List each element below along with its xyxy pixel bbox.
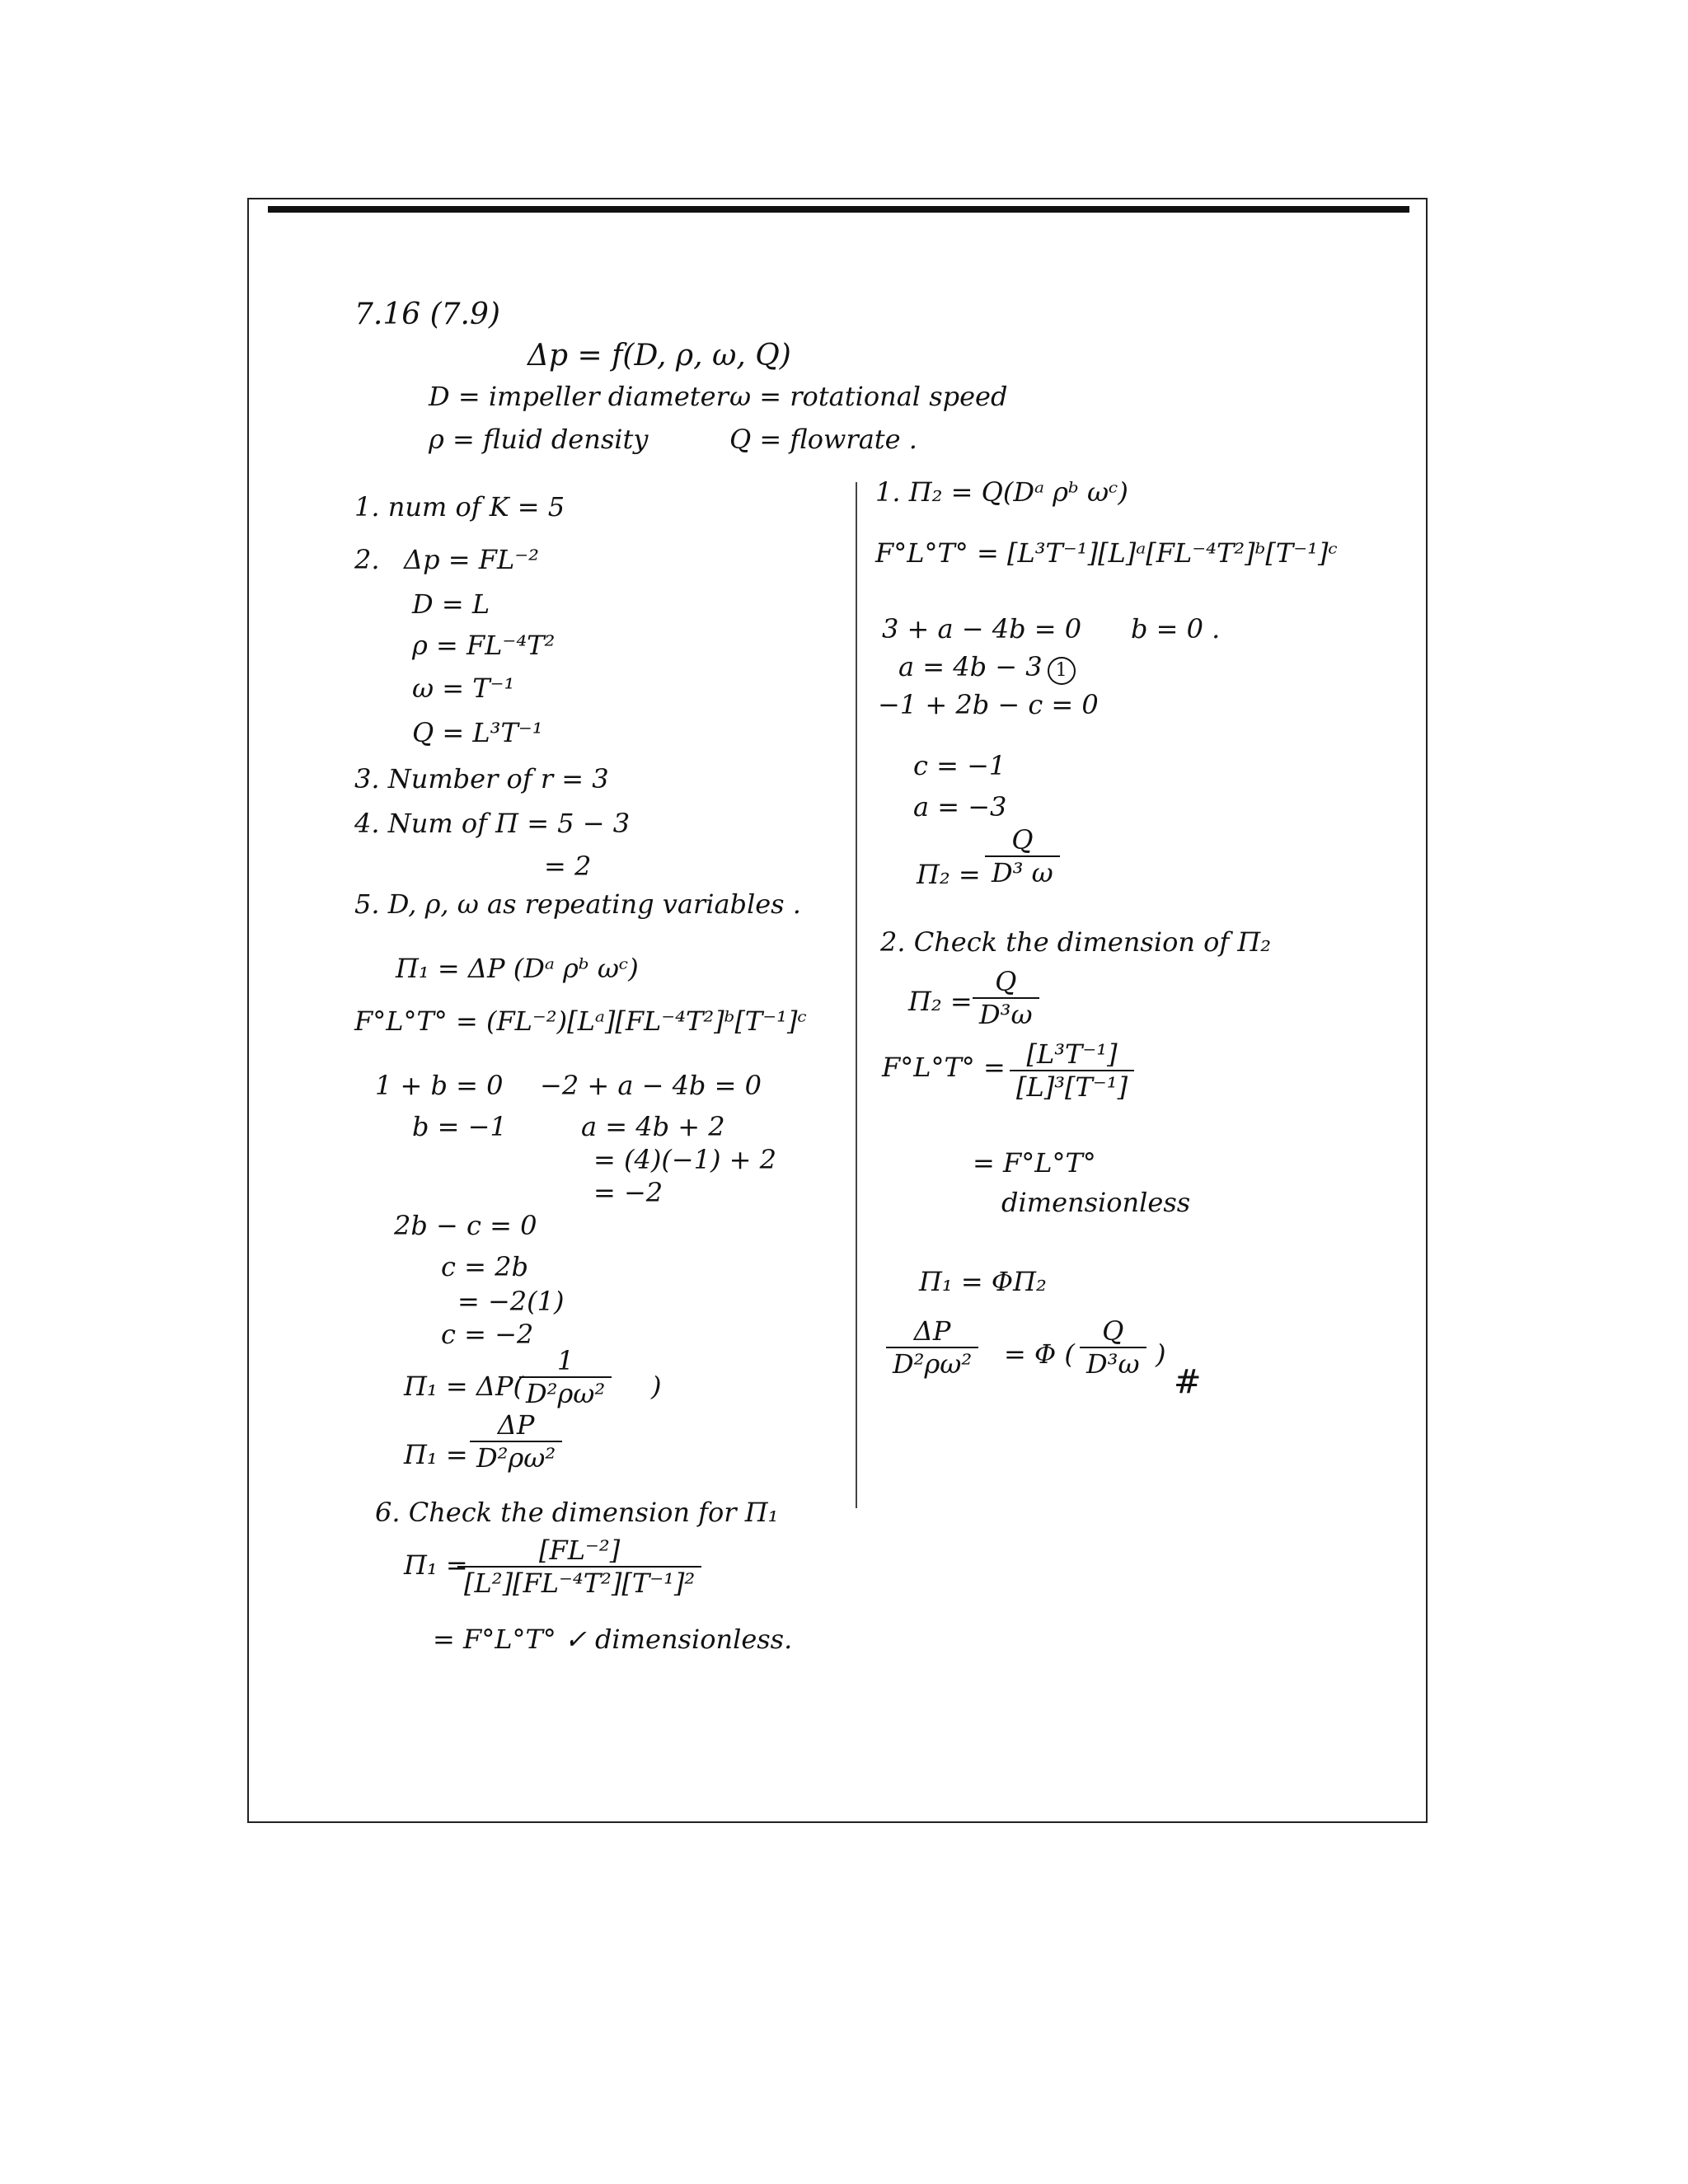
fraction-numerator: [L³T⁻¹] bbox=[1026, 1038, 1118, 1070]
pi2-definition: 1. Π₂ = Q(Dᵃ ρᵇ ωᶜ) bbox=[875, 476, 1128, 508]
equation-line: c = −1 bbox=[913, 750, 1006, 781]
fraction-numerator: Q bbox=[1011, 824, 1034, 855]
final-lhs-fraction bbox=[886, 1315, 978, 1380]
function-equation: Δp = f(D, ρ, ω, Q) bbox=[528, 339, 791, 373]
dimension-line: Δp = FL⁻² bbox=[404, 544, 539, 575]
fraction-numerator: Q bbox=[995, 966, 1017, 997]
step-5: 5. D, ρ, ω as repeating variables . bbox=[354, 888, 801, 920]
pi1-substituted-fraction bbox=[519, 1345, 612, 1409]
fraction-numerator: [FL⁻²] bbox=[539, 1535, 621, 1566]
pi2-lhs: Π₂ = bbox=[917, 859, 981, 890]
equation-line: c = −2 bbox=[441, 1319, 534, 1350]
pi2-dimensional-eq: F°L°T° = [L³T⁻¹][L]ᵃ[FL⁻⁴T²]ᵇ[T⁻¹]ᶜ bbox=[875, 537, 1338, 569]
equation-line: b = 0 . bbox=[1131, 613, 1221, 644]
check2-result: = F°L°T° bbox=[973, 1147, 1096, 1179]
var-definition: ρ = fluid density bbox=[429, 424, 649, 455]
pi-relation: Π₁ = ΦΠ₂ bbox=[919, 1266, 1047, 1297]
check2-lhs: Π₂ = bbox=[908, 986, 973, 1017]
dimension-line: ρ = FL⁻⁴T² bbox=[412, 630, 556, 661]
pi2-fraction bbox=[985, 824, 1060, 888]
step-2-label: 2. bbox=[354, 544, 380, 575]
final-close: ) bbox=[1156, 1338, 1166, 1370]
var-definition: Q = flowrate . bbox=[729, 424, 917, 455]
column-divider bbox=[856, 482, 857, 1508]
step-3: 3. Number of r = 3 bbox=[354, 763, 609, 794]
equation-line: −2 + a − 4b = 0 bbox=[540, 1070, 762, 1101]
fraction-denominator: [L²][FL⁻⁴T²][T⁻¹]² bbox=[457, 1566, 701, 1599]
var-definition: ω = rotational speed bbox=[729, 381, 1008, 412]
pi1-final-fraction bbox=[470, 1409, 562, 1474]
var-definition: D = impeller diameter bbox=[429, 381, 729, 412]
equation-line: = (4)(−1) + 2 bbox=[593, 1144, 776, 1175]
step-4-result: = 2 bbox=[544, 851, 592, 882]
equation-line: a = 4b + 2 bbox=[581, 1111, 725, 1142]
fraction-denominator: D²ρω² bbox=[470, 1441, 562, 1474]
fraction-numerator: 1 bbox=[556, 1345, 574, 1376]
final-phi: = Φ ( bbox=[1004, 1338, 1075, 1370]
problem-number: 7.16 (7.9) bbox=[354, 298, 500, 331]
equation-line: 2b − c = 0 bbox=[394, 1210, 537, 1241]
equation-line: c = 2b bbox=[441, 1251, 528, 1282]
check-fraction bbox=[457, 1535, 701, 1599]
equation-tag: 1 bbox=[1048, 657, 1076, 685]
step-6: 6. Check the dimension for Π₁ bbox=[375, 1497, 779, 1528]
pi1-substituted-lhs: Π₁ = ΔP( bbox=[404, 1371, 524, 1402]
pi1-dimensional-eq: F°L°T° = (FL⁻²)[Lᵃ][FL⁻⁴T²]ᵇ[T⁻¹]ᶜ bbox=[354, 1005, 807, 1037]
pi1-final-lhs: Π₁ = bbox=[404, 1439, 468, 1470]
equation-line: 3 + a − 4b = 0 bbox=[882, 613, 1082, 644]
header-rule bbox=[268, 206, 1409, 213]
pi1-definition: Π₁ = ΔP (Dᵃ ρᵇ ωᶜ) bbox=[396, 953, 639, 984]
step-4: 4. Num of Π = 5 − 3 bbox=[354, 808, 631, 839]
equation-line bbox=[898, 653, 1076, 685]
check-2-heading: 2. Check the dimension of Π₂ bbox=[880, 926, 1272, 958]
fraction-denominator: D³ω bbox=[973, 997, 1039, 1030]
pi1-substituted-close: ) bbox=[651, 1371, 662, 1402]
equation-line: = −2 bbox=[593, 1177, 663, 1208]
fraction-numerator: ΔP bbox=[913, 1315, 951, 1347]
check2-fraction bbox=[973, 966, 1039, 1030]
dimension-line: Q = L³T⁻¹ bbox=[412, 717, 543, 748]
step-1: 1. num of K = 5 bbox=[354, 491, 565, 523]
check2-dim-lhs: F°L°T° = bbox=[882, 1052, 1006, 1083]
check2-dim-fraction bbox=[1010, 1038, 1134, 1103]
fraction-denominator: D²ρω² bbox=[886, 1347, 978, 1380]
dimension-line: D = L bbox=[412, 588, 490, 620]
check-lhs: Π₁ = bbox=[404, 1549, 468, 1581]
fraction-denominator: D²ρω² bbox=[519, 1376, 612, 1409]
equation-text: a = 4b − 3 bbox=[898, 651, 1043, 682]
fraction-denominator: [L]³[T⁻¹] bbox=[1010, 1070, 1134, 1103]
fraction-denominator: D³ω bbox=[1080, 1347, 1146, 1380]
equation-line: 1 + b = 0 bbox=[375, 1070, 504, 1101]
fraction-numerator: Q bbox=[1102, 1315, 1124, 1347]
equation-line: b = −1 bbox=[412, 1111, 507, 1142]
equation-line: = −2(1) bbox=[457, 1286, 565, 1317]
fraction-denominator: D³ ω bbox=[985, 855, 1060, 888]
answer-mark: # bbox=[1174, 1363, 1202, 1401]
final-inner-fraction bbox=[1080, 1315, 1146, 1380]
equation-line: −1 + 2b − c = 0 bbox=[878, 689, 1099, 720]
fraction-numerator: ΔP bbox=[497, 1409, 535, 1441]
check2-dimensionless: dimensionless bbox=[1001, 1187, 1191, 1218]
equation-line: a = −3 bbox=[913, 791, 1007, 823]
check-result: = F°L°T° ✓ dimensionless. bbox=[433, 1624, 793, 1655]
dimension-line: ω = T⁻¹ bbox=[412, 673, 515, 704]
